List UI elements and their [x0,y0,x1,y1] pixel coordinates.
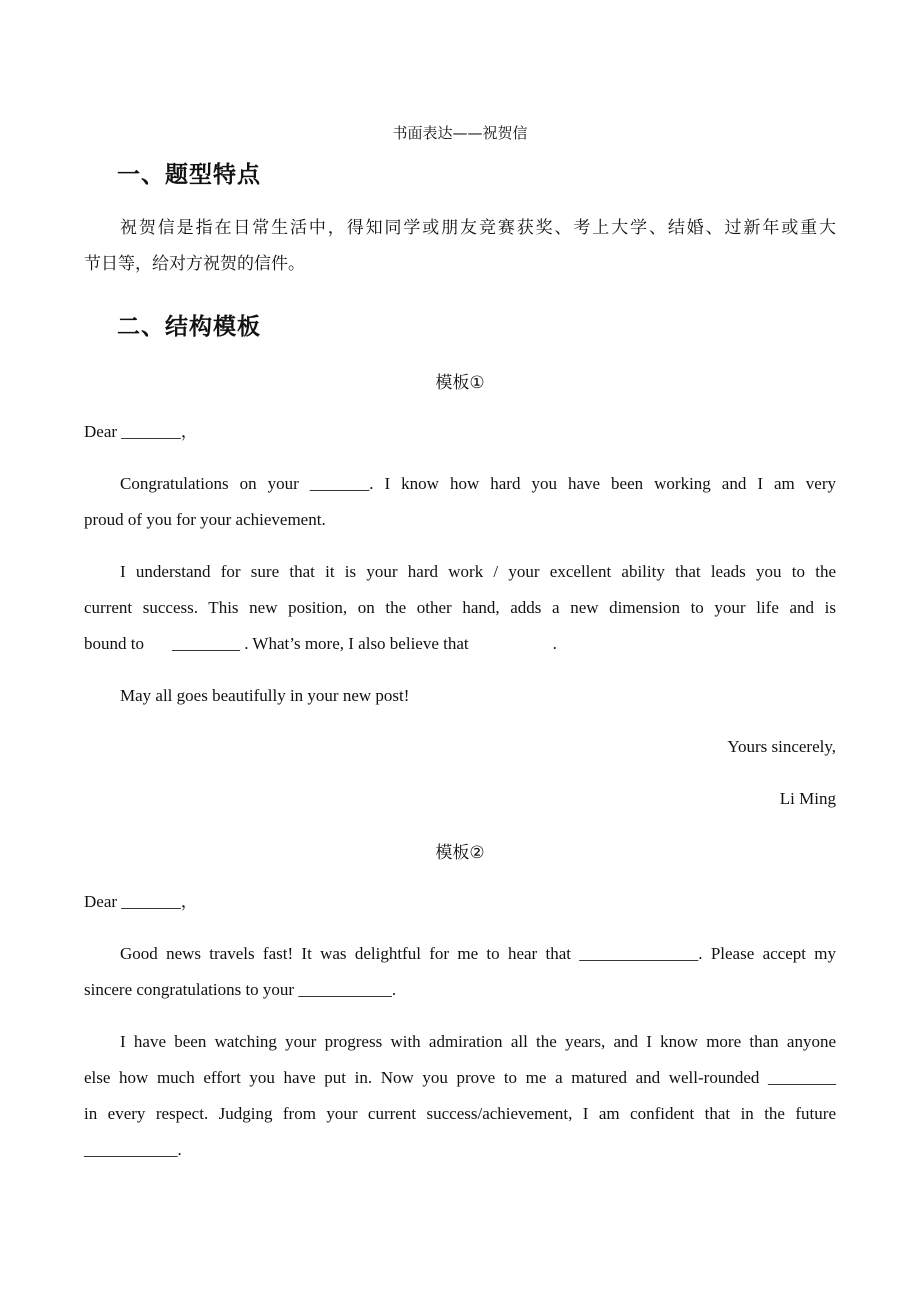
text-fragment: ________ . What’s more, I also believe that [171,634,469,653]
letter-paragraph [84,466,836,538]
paragraph-line: 祝贺信是指在日常生活中，得知同学或朋友竞赛获奖、考上大学、结婚、过新年或重大 [120,218,836,238]
paragraph-line: sincere congratulations to your ___________. [84,980,397,999]
text-fragment: bound to [84,634,144,653]
paragraph-line: 节日等，给对方祝贺的信件。 [84,254,305,274]
letter-signature: Li Ming [779,789,836,808]
paragraph-line: proud of you for your achievement. [84,510,326,529]
document-title: 书面表达——祝贺信 [392,124,528,142]
paragraph-line: I have been watching your progress with admiration all the years, and I know more than anyone [120,1032,836,1051]
paragraph-line: Congratulations on your _______. I know how hard you have been working and I am very [120,474,836,493]
paragraph-line: ___________. [84,1140,182,1159]
letter-paragraph: May all goes beautifully in your new post! [120,686,410,705]
section-heading-structure-template: 二、结构模板 [117,314,261,340]
paragraph-line: Good news travels fast! It was delightful for me to hear that ______________. Please accept my [120,944,836,963]
paragraph-line [84,626,836,662]
section-paragraph-question-type [84,210,836,282]
paragraph-line: I understand for sure that it is your hard work / your excellent ability that leads you to the [120,562,836,581]
letter-paragraph [84,936,836,1008]
text-fragment: . [552,634,557,653]
letter-closing: Yours sincerely, [727,737,836,756]
template-label-1: 模板① [435,373,485,393]
letter-paragraph [84,1024,836,1168]
letter-salutation: Dear _______， [84,892,198,911]
paragraph-line: else how much effort you have put in. Now you prove to me a matured and well-rounded ________ [84,1068,836,1087]
section-heading-question-type: 一、题型特点 [117,162,261,188]
template-label-2: 模板② [435,843,485,863]
letter-salutation: Dear _______， [84,422,198,441]
paragraph-line: in every respect. Judging from your current success/achievement, I am confident that in the future [84,1104,836,1123]
paragraph-line: current success. This new position, on the other hand, adds a new dimension to your life and is [84,598,836,617]
letter-paragraph [84,554,836,662]
